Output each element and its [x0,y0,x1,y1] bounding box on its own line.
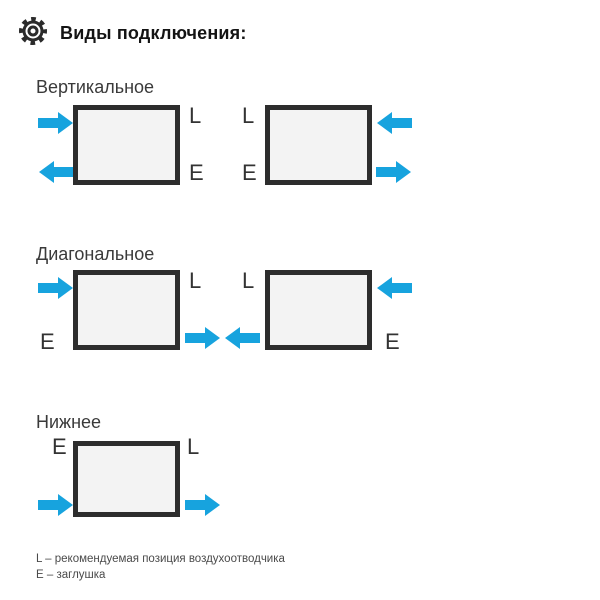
plug-label: E [385,329,400,354]
radiator-box [265,105,372,185]
radiator-box [73,270,180,350]
air-vent-label: L [189,268,202,293]
plug-label: E [189,160,204,185]
section-label-vertical: Вертикальное [36,77,155,97]
flow-arrow-out [185,326,221,350]
legend [36,551,285,583]
flow-arrow-out [224,326,260,350]
section-label-bottom: Нижнее [36,412,102,432]
air-vent-label: L [242,268,255,293]
flow-arrow-in [376,111,412,135]
legend-line-air-vent: L – рекомендуемая позиция воздухоотводчика [36,553,285,565]
radiator-box [73,441,180,517]
flow-arrow-in [376,276,412,300]
radiator-box [73,105,180,185]
air-vent-label: L [189,103,202,128]
section-label-diagonal: Диагональное [36,244,155,264]
plug-label: E [52,434,67,459]
air-vent-label: L [187,434,200,459]
flow-arrow-in [38,276,74,300]
flow-arrow-out [38,160,74,184]
flow-arrow-out [376,160,412,184]
gear-icon [17,15,49,47]
plug-label: E [40,329,55,354]
flow-arrow-in [38,111,74,135]
radiator-box [265,270,372,350]
plug-label: E [242,160,257,185]
flow-arrow-in [38,493,74,517]
flow-arrow-out [185,493,221,517]
page-title: Виды подключения: [60,23,247,43]
air-vent-label: L [242,103,255,128]
legend-line-plug: E – заглушка [36,569,106,581]
